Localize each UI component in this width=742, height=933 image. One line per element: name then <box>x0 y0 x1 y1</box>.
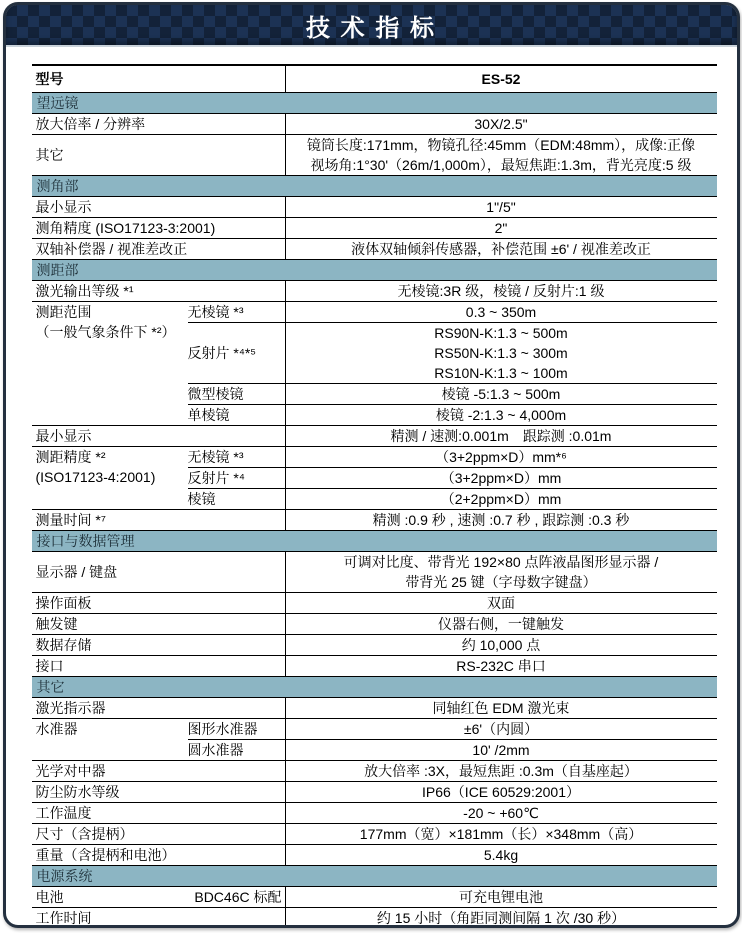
row-label: 防尘防水等级 <box>35 783 120 800</box>
subrow-value <box>285 405 717 425</box>
row-label: 电池 <box>35 888 64 905</box>
subrow-value <box>285 384 717 404</box>
section-angle-measurement: 测角部 <box>32 176 717 197</box>
row-label: 尺寸（含提柄） <box>35 825 134 842</box>
subrow-label: 图形水准器 <box>187 720 258 737</box>
row-dust-water-rating <box>32 782 717 803</box>
row-value: 无棱镜:3R 级，棱镜 / 反射片:1 级 <box>285 281 717 301</box>
value-line: RS50N-K:1.3 ~ 300m <box>434 345 568 361</box>
row-label: 双轴补偿器 / 视准差改正 <box>35 240 188 257</box>
value-line: （3+2ppm×D）mm <box>440 470 562 486</box>
row-data-storage <box>32 635 717 656</box>
row-min-display-angle <box>32 197 717 218</box>
section-telescope: 望远镜 <box>32 93 717 114</box>
row-min-display-distance <box>32 426 717 447</box>
row-label: 激光指示器 <box>35 699 106 716</box>
subrow-label: 微型棱镜 <box>187 385 244 402</box>
row-value: 放大倍率 :3X，最短焦距 :0.3m（自基座起） <box>285 761 717 781</box>
value-line: 0.3 ~ 350m <box>465 304 537 320</box>
subrow-reflective-sheet <box>188 322 717 383</box>
group-label <box>32 447 188 509</box>
subrow-label: 单棱镜 <box>187 406 230 423</box>
row-label: 触发键 <box>35 615 78 632</box>
group-label-line: （一般气象条件下 *²） <box>35 324 176 340</box>
group-subrows <box>188 302 717 425</box>
subrow-value <box>285 323 717 383</box>
row-working-time <box>32 908 717 928</box>
row-value <box>285 552 717 592</box>
row-dimensions <box>32 824 717 845</box>
row-label: 工作时间 <box>35 909 92 926</box>
group-label-line: 测距范围 <box>35 304 92 320</box>
section-interface-data: 接口与数据管理 <box>32 531 717 552</box>
section-others: 其它 <box>32 677 717 698</box>
row-value: 约 10,000 点 <box>285 635 717 655</box>
row-value: 5.4kg <box>285 845 717 865</box>
spec-sheet <box>3 2 740 928</box>
row-value: 177mm（宽）×181mm（长）×348mm（高） <box>285 824 717 844</box>
row-value: 精测 / 速测:0.001m 跟踪测 :0.01m <box>285 426 717 446</box>
value-line: RS10N-K:1.3 ~ 100m <box>434 365 568 381</box>
row-label: 测角精度 (ISO17123-3:2001) <box>35 219 216 236</box>
value-line: （3+2ppm×D）mm*⁶ <box>435 449 567 465</box>
row-interface-port <box>32 656 717 677</box>
row-model <box>32 66 717 93</box>
subrow-label: 无棱镜 *³ <box>187 303 244 320</box>
group-distance-accuracy <box>32 447 717 510</box>
subrow-single-prism <box>188 404 717 425</box>
subrow-reflectorless <box>188 447 717 467</box>
row-label: 其它 <box>35 146 64 163</box>
row-label: 操作面板 <box>35 594 92 611</box>
subrow-label: 无棱镜 *³ <box>187 448 244 465</box>
subrow-reflectorless <box>188 302 717 322</box>
subrow-prism <box>188 488 717 509</box>
section-distance-measurement: 测距部 <box>32 260 717 281</box>
row-display-keyboard <box>32 552 717 593</box>
row-value: IP66（ICE 60529:2001） <box>285 782 717 802</box>
page-title: 技 术 指 标 <box>305 14 436 42</box>
subrow-label: 反射片 *⁴ <box>187 469 245 486</box>
row-label: 数据存储 <box>35 636 92 653</box>
group-label-line: (ISO17123-4:2001) <box>35 469 156 485</box>
subrow-label: 反射片 *⁴*⁵ <box>187 344 257 361</box>
group-label-line: 水准器 <box>35 721 78 737</box>
row-trigger-key <box>32 614 717 635</box>
battery-model-label: BDC46C 标配 <box>194 888 282 905</box>
row-label: 接口 <box>35 657 64 674</box>
row-label: 显示器 / 键盘 <box>35 563 118 580</box>
value-line: （2+2ppm×D）mm <box>440 491 562 507</box>
value-line: 镜筒长度:171mm，物镜孔径:45mm（EDM:48mm），成像:正像 <box>306 137 696 153</box>
row-optical-plummet <box>32 761 717 782</box>
subrow-value <box>285 447 717 467</box>
row-battery <box>32 887 717 908</box>
row-operating-temperature <box>32 803 717 824</box>
row-value: -20 ~ +60℃ <box>285 803 717 823</box>
value-line: 10' /2mm <box>472 742 530 758</box>
row-label: 最小显示 <box>35 198 92 215</box>
row-label: 重量（含提柄和电池） <box>35 846 176 863</box>
row-value: 约 15 小时（角距同测间隔 1 次 /30 秒） <box>285 908 717 928</box>
row-value: 30X/2.5" <box>285 114 717 134</box>
row-weight <box>32 845 717 866</box>
row-value: 同轴红色 EDM 激光束 <box>285 698 717 718</box>
spec-table <box>32 64 717 928</box>
subrow-value <box>285 489 717 509</box>
value-line: 视场角:1°30'（26m/1,000m），最短焦距:1.3m，背光亮度:5 级 <box>310 157 692 173</box>
subrow-graphic-level <box>188 719 717 739</box>
row-laser-pointer <box>32 698 717 719</box>
title-banner <box>6 5 737 47</box>
row-value: 1"/5" <box>285 197 717 217</box>
row-operation-panel <box>32 593 717 614</box>
value-line: 棱镜 -2:1.3 ~ 4,000m <box>435 407 567 423</box>
value-line: 棱镜 -5:1.3 ~ 500m <box>441 386 561 402</box>
row-value: RS-232C 串口 <box>285 656 717 676</box>
group-subrows <box>188 719 717 760</box>
group-measure-range <box>32 302 717 426</box>
group-label-line: 测距精度 *² <box>35 449 106 465</box>
value-line: 带背光 25 键（字母数字键盘） <box>405 574 597 590</box>
value-line: 可调对比度、带背光 192×80 点阵液晶图形显示器 / <box>343 554 659 570</box>
group-subrows <box>188 447 717 509</box>
row-angle-accuracy <box>32 218 717 239</box>
row-label: 激光输出等级 *¹ <box>35 282 134 299</box>
subrow-value <box>285 468 717 488</box>
subrow-value <box>285 719 717 739</box>
row-value: 双面 <box>285 593 717 613</box>
row-label: 测量时间 *⁷ <box>35 511 106 528</box>
row-label: 工作温度 <box>35 804 92 821</box>
subrow-value <box>285 302 717 322</box>
row-label: 放大倍率 / 分辨率 <box>35 115 146 132</box>
row-label: 最小显示 <box>35 427 92 444</box>
group-level-vial <box>32 719 717 761</box>
row-measure-time <box>32 510 717 531</box>
row-value: 可充电锂电池 <box>285 887 717 907</box>
group-label <box>32 719 188 760</box>
value-line: RS90N-K:1.3 ~ 500m <box>434 325 568 341</box>
group-label <box>32 302 188 425</box>
row-value <box>285 135 717 175</box>
value-line: ±6'（内圆） <box>463 721 539 737</box>
row-value: 仪器右侧，一键触发 <box>285 614 717 634</box>
row-magnification <box>32 114 717 135</box>
row-value: 2" <box>285 218 717 238</box>
row-value: 液体双轴倾斜传感器，补偿范围 ±6' / 视准差改正 <box>285 239 717 259</box>
subrow-value <box>285 740 717 760</box>
subrow-mini-prism <box>188 383 717 404</box>
subrow-label: 圆水准器 <box>187 741 244 758</box>
row-laser-class <box>32 281 717 302</box>
row-telescope-other <box>32 135 717 176</box>
section-power-system: 电源系统 <box>32 866 717 887</box>
subrow-label: 棱镜 <box>187 490 216 507</box>
row-compensator <box>32 239 717 260</box>
subrow-circular-level <box>188 739 717 760</box>
row-value: 精测 :0.9 秒 , 速测 :0.7 秒 , 跟踪测 :0.3 秒 <box>285 510 717 530</box>
subrow-reflective-sheet <box>188 467 717 488</box>
model-value: ES-52 <box>285 66 717 92</box>
row-label: 光学对中器 <box>35 762 106 779</box>
row-label: 型号 <box>35 70 64 87</box>
